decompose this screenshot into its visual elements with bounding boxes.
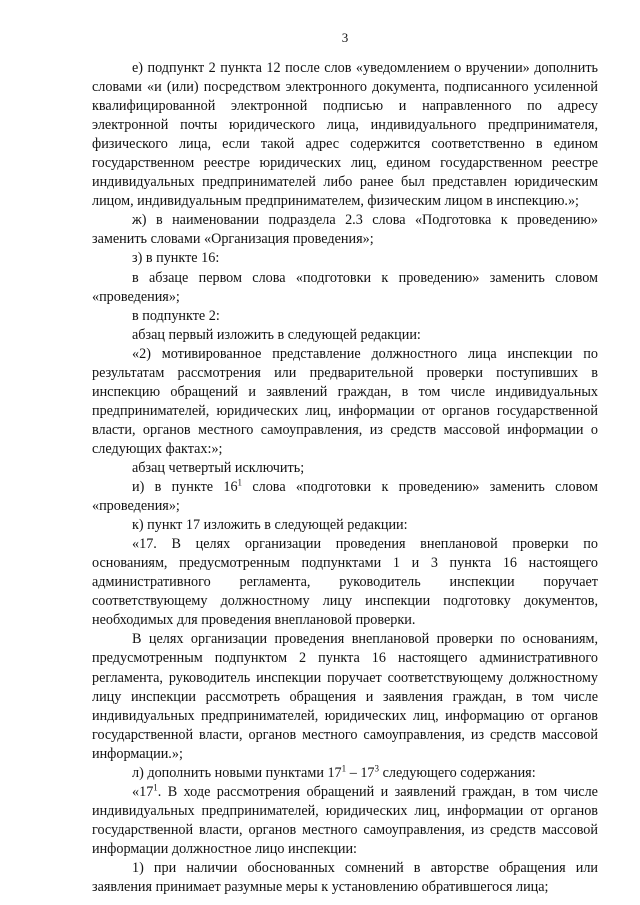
paragraph-17-1-part-b: . В ходе рассмотрения обращений и заявлений граждан, в том числе индивидуальных предпринимателей, юридических лиц, информации от органов государственной власти, органов местного самоуправления, из средств массовой информации должностное лицо инспекции: [92,783,598,857]
paragraph-v-celyah: В целях организации проведения внеплановой проверки по основаниям, предусмотренным подпунктом 2 пункта 16 настоящего административного регламента, руководитель инспекции поручает соответствующему должностному лицу инспекции рассмотреть обращения и заявления граждан, в том числе индивидуальных предпринимателей, юридических лиц, информацию от органов государственной власти, органов местного самоуправления, из средств массовой информации.»; [92,631,598,762]
paragraph-17-1-part-a: «17 [132,783,154,800]
paragraph-izlozhit: абзац первый изложить в следующей редакции: [132,326,421,343]
paragraph-v-podpunkte-2: в подпункте 2: [132,307,220,324]
paragraph-zh: ж) в наименовании подраздела 2.3 слова «Подготовка к проведению» заменить словами «Организация проведения»; [92,212,598,248]
paragraph-i-part-b: слова «подготовки к проведению» заменить словом «проведения»; [92,479,598,515]
paragraph-k: к) пункт 17 изложить в следующей редакции: [132,517,408,534]
paragraph-quote-17: «17. В целях организации проведения внеплановой проверки по основаниям, предусмотренным подпунктами 1 и 3 пункта 16 настоящего административного регламента, руководитель инспекции поручает соответствующему должностному лицу инспекции подготовку документов, необходимых для проведения внеплановой проверки. [92,536,598,629]
paragraph-quote-17-1 [92,783,598,859]
paragraph-i [92,478,598,516]
paragraph-l [92,764,598,783]
paragraph-abzac-pervyj: в абзаце первом слова «подготовки к проведению» заменить словом «проведения»; [92,269,598,305]
superscript: 1 [153,782,158,793]
paragraph-l-part-c: следующего содержания: [379,764,536,781]
superscript: 1 [237,477,243,488]
superscript: 3 [374,763,380,773]
paragraph-abzac-chetvertyj: абзац четвертый исключить; [132,459,305,476]
paragraph-i-part-a: и) в пункте 16 [132,479,238,496]
page-number: 3 [341,30,349,45]
paragraph-e: е) подпункт 2 пункта 12 после слов «уведомлением о вручении» дополнить словами «и (или) посредством электронного документа, подписанного усиленной квалифицированной электронной подписью и направленного по адресу электронной почты юридического лица, индивидуального предпринимателя, физического лица, если такой адрес содержится соответственно в едином государственном реестре юридических лиц, едином государственном реестре индивидуальных предпринимателей либо ранее был представлен юридическим лицом, индивидуальным предпринимателем, физическим лицом в инспекцию.»; [92,60,598,210]
paragraph-l-part-a: л) дополнить новыми пунктами 17 [132,764,342,781]
paragraph-item-1: 1) при наличии обоснованных сомнений в авторстве обращения или заявления принимает разумные меры к установлению обратившегося лица; [92,859,598,896]
document-page [92,28,598,897]
paragraph-z: з) в пункте 16: [132,250,220,267]
paragraph-l-part-b: – 17 [346,764,375,781]
superscript: 1 [341,763,347,773]
paragraph-quote-2: «2) мотивированное представление должностного лица инспекции по результатам рассмотрения или предварительной проверки поступивших в инспекцию обращений и заявлений граждан, в том числе индивидуальных предпринимателей, юридических лиц, информации от органов государственной власти, органов местного самоуправления, из средств массовой информации о следующих фактах:»; [92,345,598,457]
